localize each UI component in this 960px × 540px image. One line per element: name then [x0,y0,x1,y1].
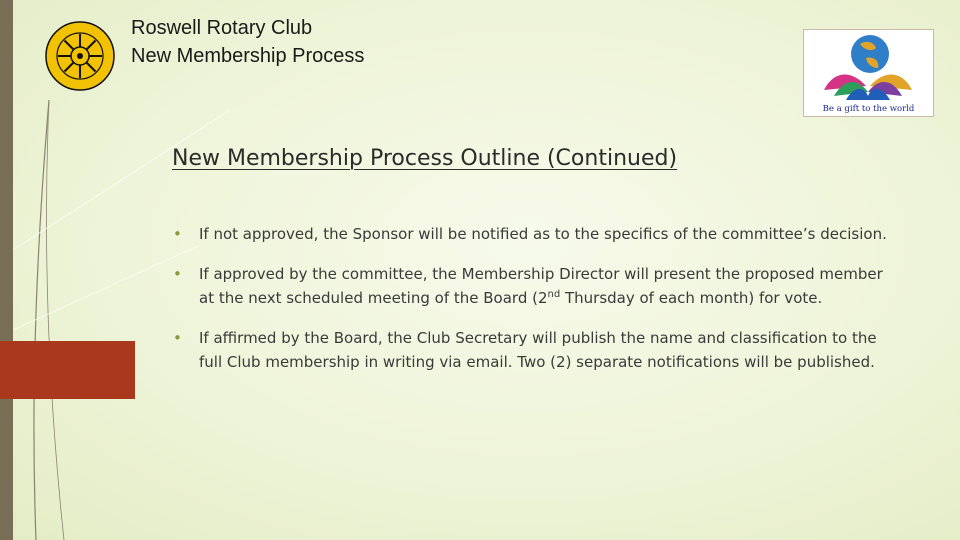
list-item [173,326,893,374]
bullet-icon: • [173,265,182,283]
globe-icon [804,30,933,102]
bullet-text-part-1: If approved by the committee, the Membership Director will present the proposed member at the next scheduled meeting of the Board (2 [199,265,883,307]
bullet-text-part-2: Thursday of each month) for vote. [560,289,823,307]
bullet-icon: • [173,225,182,243]
rotary-wheel-icon [42,14,118,98]
bullet-text: If affirmed by the Board, the Club Secretary will publish the name and classification to the full Club membership in writing via email. Two (2) separate notifications will be published. [199,329,877,371]
list-item [173,262,893,310]
header-line-2: New Membership Process [131,45,365,67]
theme-logo [803,29,934,117]
accent-bar [0,341,135,399]
ordinal-suffix: nd [547,289,561,300]
list-item [173,222,893,246]
slide-title: New Membership Process Outline (Continued) [172,146,678,171]
bullet-icon: • [173,329,182,347]
header-title [131,14,364,70]
logo-tagline: Be a gift to the world [822,104,915,114]
bullet-text: If not approved, the Sponsor will be notified as to the specifics of the committee’s decision. [199,225,887,243]
bullet-list [173,222,893,390]
header-line-1: Roswell Rotary Club [131,17,313,39]
